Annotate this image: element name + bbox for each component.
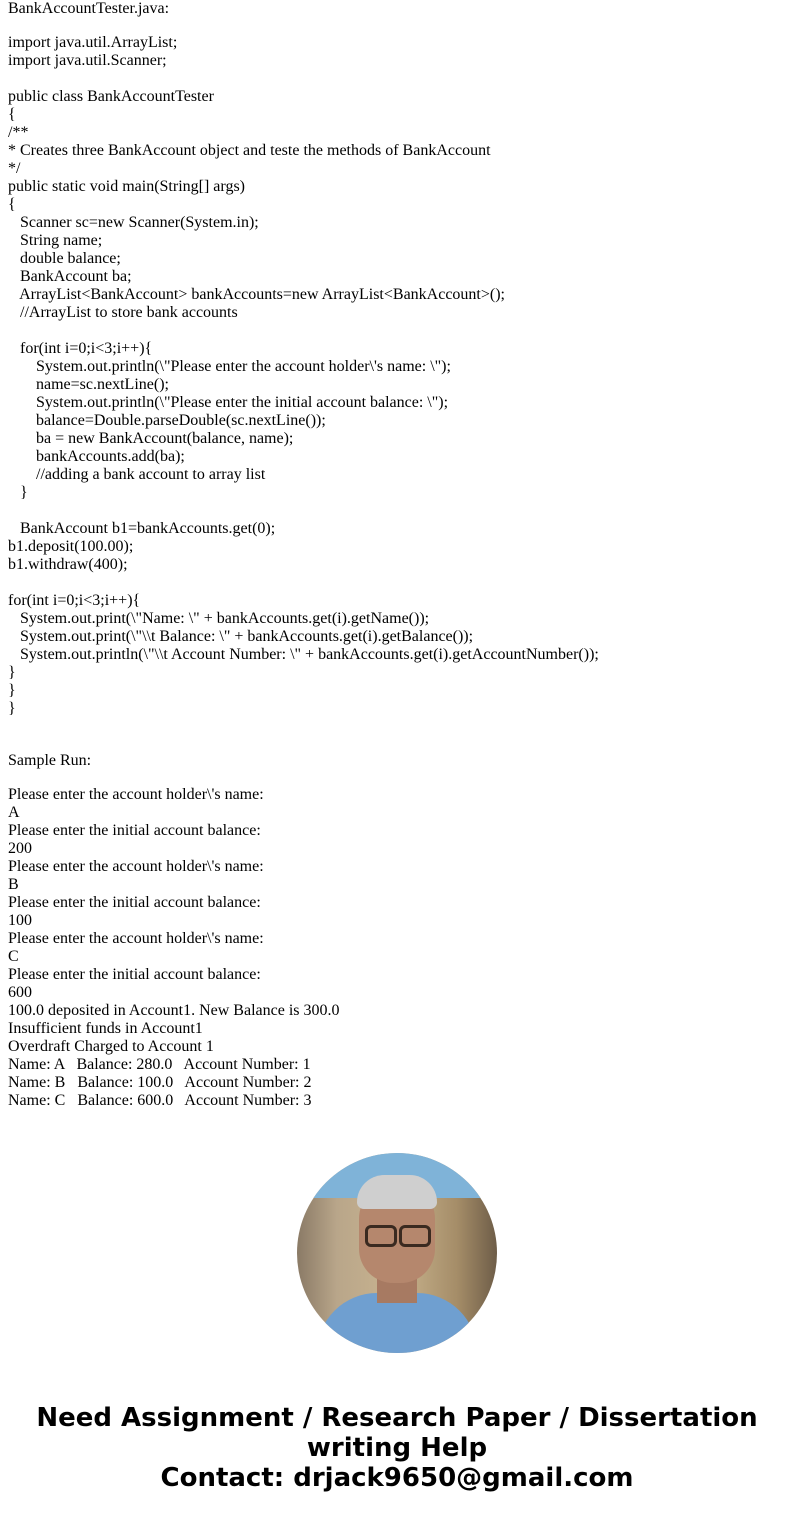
code-line: bankAccounts.add(ba);: [8, 448, 185, 465]
output-line: Please enter the initial account balance:: [8, 966, 261, 983]
output-line: Please enter the initial account balance:: [8, 894, 261, 911]
code-line: Scanner sc=new Scanner(System.in);: [8, 214, 259, 231]
code-line: System.out.print(\"\\t Balance: \" + bankAccounts.get(i).getBalance());: [8, 628, 474, 645]
code-line: BankAccount b1=bankAccounts.get(0);: [8, 520, 276, 537]
code-line: public static void main(String[] args): [8, 178, 245, 195]
code-line: //adding a bank account to array list: [8, 466, 266, 483]
output-line: A: [8, 804, 20, 821]
output-line: Overdraft Charged to Account 1: [8, 1038, 214, 1055]
code-line: double balance;: [8, 250, 121, 267]
output-line: Please enter the initial account balance:: [8, 822, 261, 839]
output-line: B: [8, 876, 19, 893]
blank-line: [8, 574, 599, 592]
code-line: String name;: [8, 232, 103, 249]
promo-banner: [0, 1403, 794, 1493]
code-line: /**: [8, 124, 29, 141]
promo-contact: Contact: drjack9650@gmail.com: [160, 1463, 634, 1493]
code-line: import java.util.ArrayList;: [8, 34, 178, 51]
code-line: for(int i=0;i<3;i++){: [8, 340, 153, 357]
code-line: * Creates three BankAccount object and teste the methods of BankAccount: [8, 142, 491, 159]
code-line: System.out.println(\"\\t Account Number: \" + bankAccounts.get(i).getAccountNumber());: [8, 646, 599, 663]
promo-line: writing Help: [306, 1433, 488, 1463]
output-line: 600: [8, 984, 32, 1001]
code-line: for(int i=0;i<3;i++){: [8, 592, 141, 609]
code-line: ArrayList<BankAccount> bankAccounts=new ArrayList<BankAccount>();: [8, 286, 505, 303]
author-photo: [297, 1153, 497, 1353]
code-line: */: [8, 160, 21, 177]
code-line: b1.deposit(100.00);: [8, 538, 134, 555]
output-line: Please enter the account holder\'s name:: [8, 858, 264, 875]
output-line: Name: C Balance: 600.0 Account Number: 3: [8, 1092, 312, 1109]
code-line: BankAccount ba;: [8, 268, 132, 285]
output-line: C: [8, 948, 19, 965]
code-line: b1.withdraw(400);: [8, 556, 128, 573]
code-line: }: [8, 664, 16, 681]
code-line: }: [8, 682, 16, 699]
code-line: ba = new BankAccount(balance, name);: [8, 430, 294, 447]
code-line: System.out.println(\"Please enter the initial account balance: \");: [8, 394, 449, 411]
code-line: }: [8, 700, 16, 717]
blank-line: [8, 70, 599, 88]
output-line: Name: A Balance: 280.0 Account Number: 1: [8, 1056, 311, 1073]
output-line: Please enter the account holder\'s name:: [8, 930, 264, 947]
output-line: 100: [8, 912, 32, 929]
promo-line: Need Assignment / Research Paper / Dissertation: [36, 1403, 758, 1433]
code-line: balance=Double.parseDouble(sc.nextLine());: [8, 412, 326, 429]
output-line: Name: B Balance: 100.0 Account Number: 2: [8, 1074, 312, 1091]
code-line: //ArrayList to store bank accounts: [8, 304, 238, 321]
output-line: 100.0 deposited in Account1. New Balance is 300.0: [8, 1002, 340, 1019]
code-line: {: [8, 196, 16, 213]
code-line: System.out.println(\"Please enter the account holder\'s name: \");: [8, 358, 451, 375]
code-line: import java.util.Scanner;: [8, 52, 167, 69]
code-line: name=sc.nextLine();: [8, 376, 169, 393]
code-line: }: [8, 484, 28, 501]
code-block: [8, 34, 599, 718]
blank-line: [8, 502, 599, 520]
output-line: Please enter the account holder\'s name:: [8, 786, 264, 803]
blank-line: [8, 322, 599, 340]
code-line: public class BankAccountTester: [8, 88, 214, 105]
file-title: BankAccountTester.java:: [8, 0, 170, 17]
output-line: 200: [8, 840, 32, 857]
document: [8, 0, 599, 1110]
output-line: Insufficient funds in Account1: [8, 1020, 203, 1037]
code-line: System.out.print(\"Name: \" + bankAccounts.get(i).getName());: [8, 610, 430, 627]
sample-run-title: Sample Run:: [8, 752, 92, 769]
code-line: {: [8, 106, 16, 123]
sample-run-output: [8, 786, 599, 1110]
